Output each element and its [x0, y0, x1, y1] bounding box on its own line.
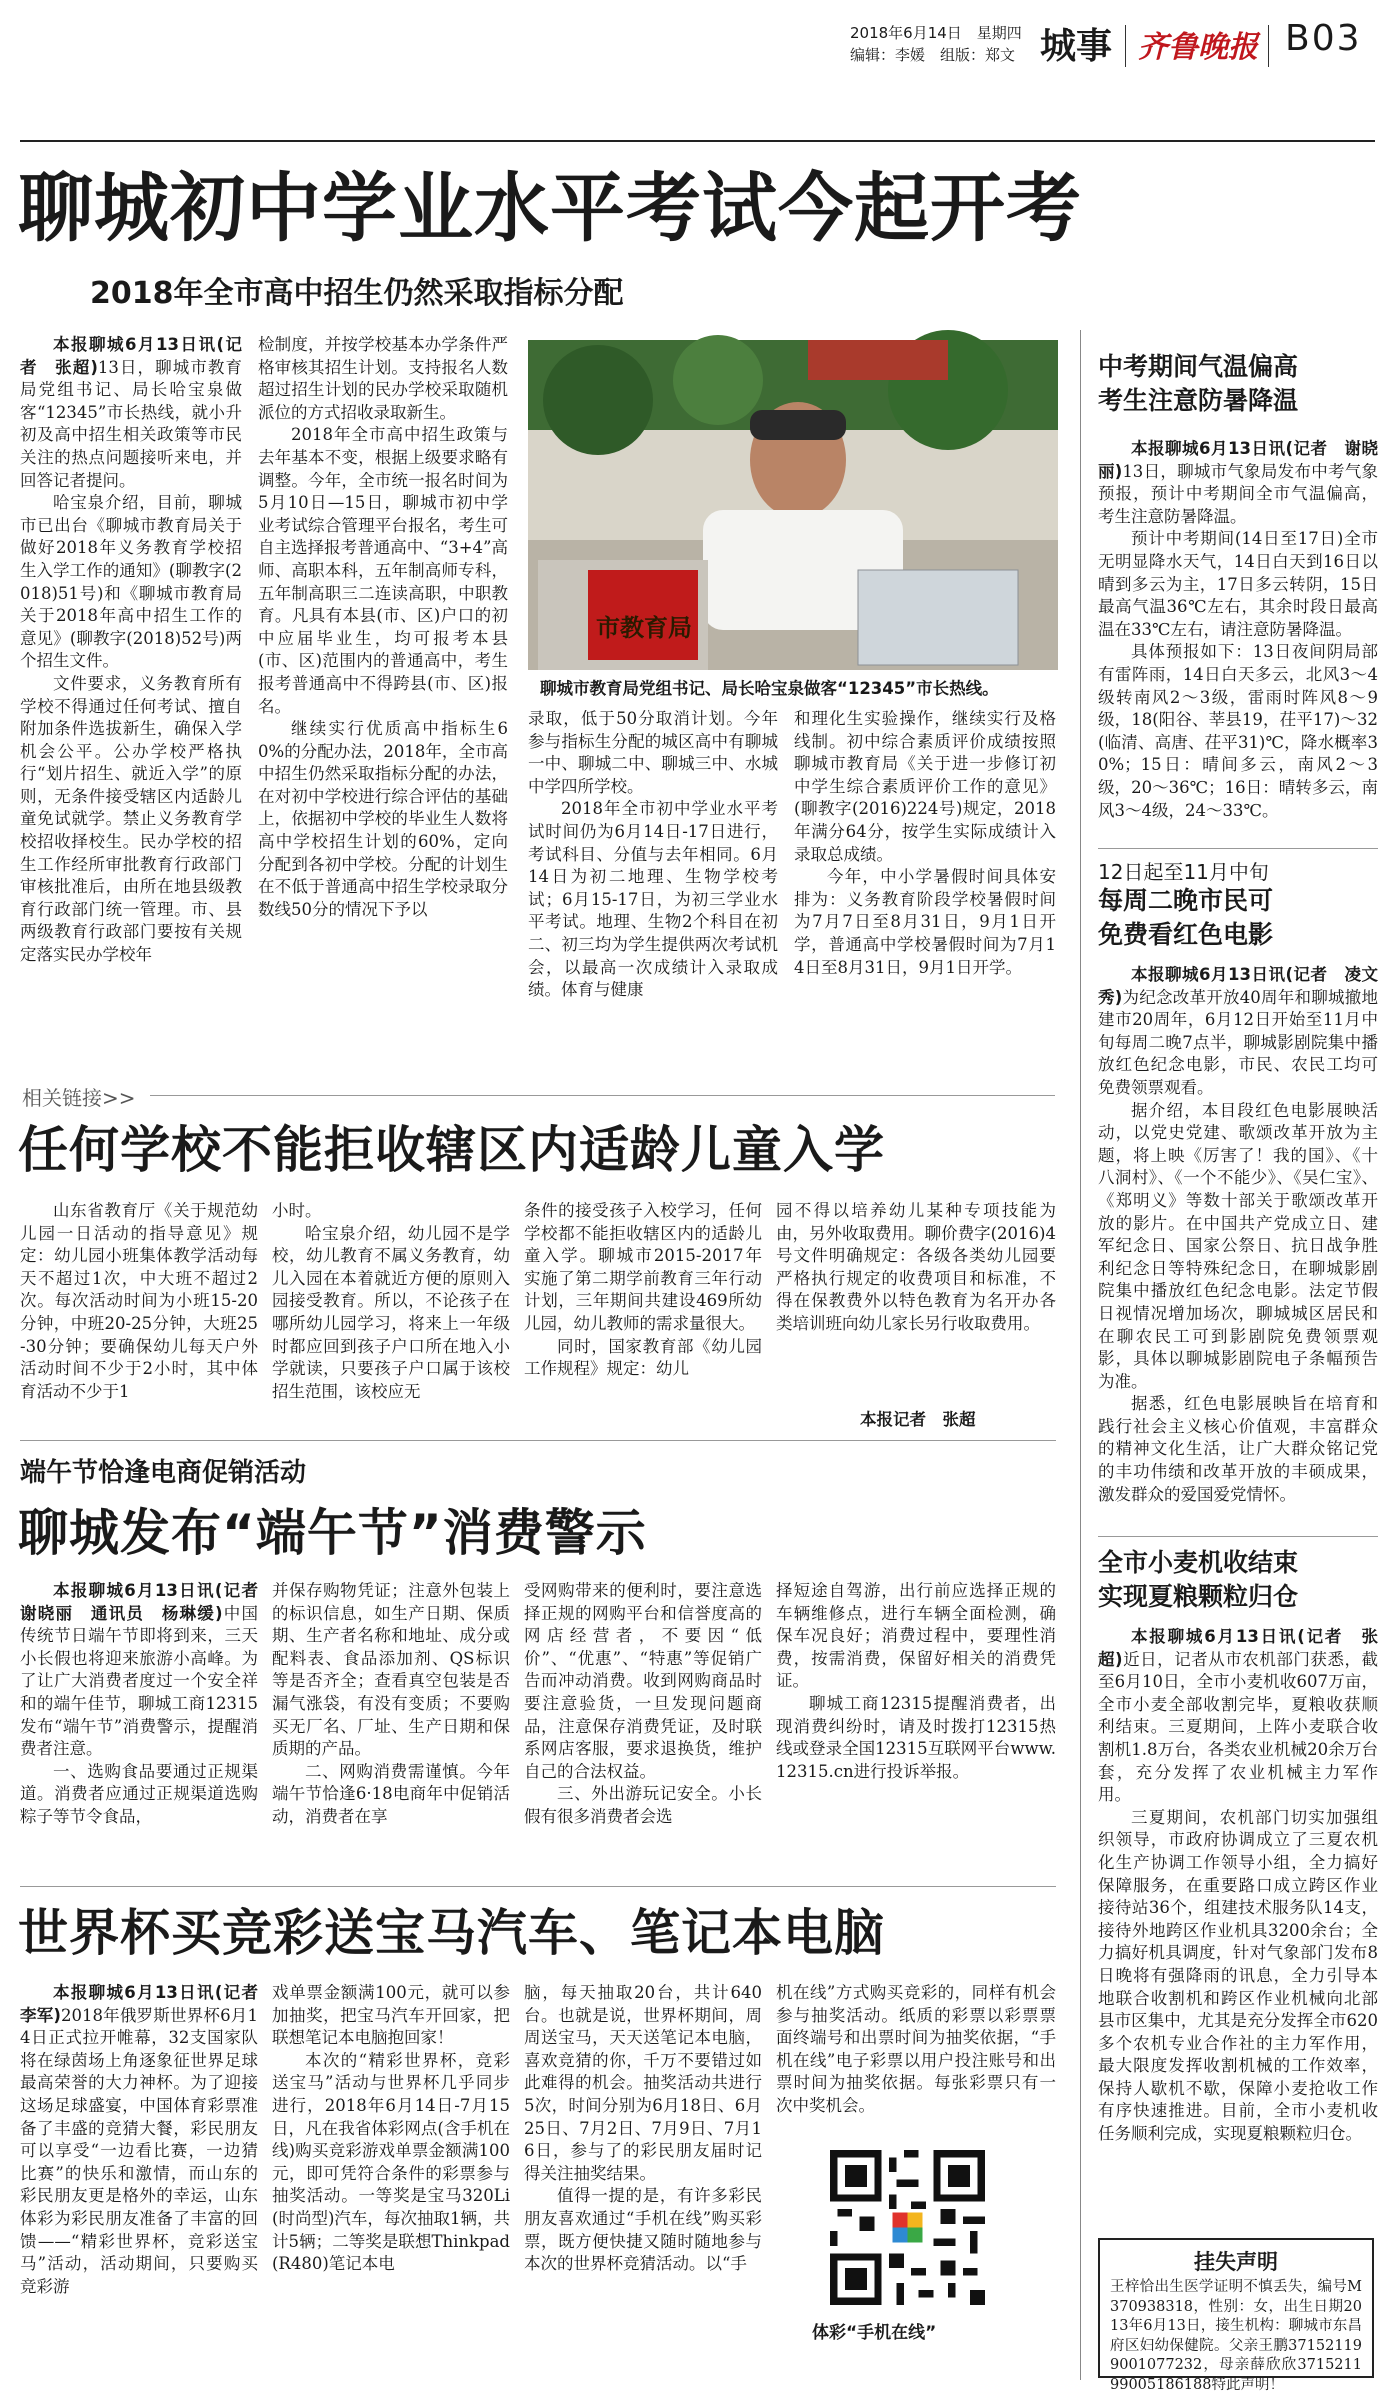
- masthead-editors: 编辑：李媛 组版：郑文: [850, 46, 1016, 64]
- lead-photo: [528, 340, 1058, 670]
- lead-column-1: 本报聊城6月13日讯(记者 张超)13日，聊城市教育局党组书记、局长哈宝泉做客“12345”市长热线，就小升初及高中招生相关政策等市民关注的热点问题接听来电，并回答记者提问。 哈宝泉介绍，目前，聊城市已出台《聊城市教育局关于做好2018年义务教育学校招生入学工作的通知》(聊教字(2018)51号)和《聊城市教育局关于2018年高中招生工作的意见》(聊教字(2018)52号)两个招生文件。 文件要求，义务教育所有学校不得通过任何考试、擅自附加条件选拔新生，确保入学机会公平。公办学校严格执行“划片招生、就近入学”的原则，无条件接受辖区内适龄儿童免试就学。禁止义务教育学校招收择校生。民办学校的招生工作经所审批教育行政部门审核批准后，由所在地县级教育行政部门统一管理。市、县两级教育行政部门要按有关规定落实民办学校年: [20, 335, 242, 965]
- sidebar-movie-headline: 每周二晚市民可 免费看红色电影: [1098, 886, 1274, 949]
- lost-notice-box: [1098, 2238, 1374, 2393]
- qr-code-icon: [830, 2150, 985, 2305]
- dragon-boat-headline: 聊城发布“端午节”消费警示: [18, 1504, 647, 1562]
- qr-caption: 体彩“手机在线”: [812, 2323, 937, 2343]
- sidebar-divider: [1080, 330, 1081, 2380]
- masthead-page-number: B03: [1285, 18, 1362, 59]
- world-cup-headline: 世界杯买竞彩送宝马汽车、笔记本电脑: [18, 1904, 885, 1962]
- lead-byline: 本报聊城6月13日讯(记者 张超): [20, 335, 242, 377]
- masthead-paper-logo: 齐鲁晚报: [1138, 30, 1258, 65]
- masthead: [0, 0, 1395, 80]
- lost-notice-body: 王梓恰出生医学证明不慎丢失，编号M370938318，性别：女，出生日期2013年6月13日，接生机构：聊城市东昌府区妇幼保健院。父亲王鹏371521199001077232，母亲薛欣欣371521199005186188特此声明！: [1110, 2279, 1362, 2393]
- lead-column-3: 录取，低于50分取消计划。今年参与指标生分配的城区高中有聊城一中、聊城二中、聊城三中、水城中学四所学校。 2018年全市初中学业水平考试时间仍为6月14日-17日进行，考试科目、分值与去年相同。6月14日为初二地理、生物学校考试；6月15-17日，为初三学业水平考试。地理、生物2个科目在初二、初三均为学生提供两次考试机会，以最高一次成绩计入录取成绩。体育与健康: [528, 709, 778, 1000]
- masthead-rule: [20, 140, 1375, 142]
- kindergarten-column-2: 小时。 哈宝泉介绍，幼儿园不是学校，幼儿教育不属义务教育，幼儿入园在本着就近方便的原则入园接受教育。所以，不论孩子在哪所幼儿园学习，将来上一年级时都应回到孩子户口所在地入小学就读，只要孩子户口属于该校招生范围，该校应无: [272, 1201, 510, 1401]
- dragon-boat-byline: 本报聊城6月13日讯(记者 谢晓丽 通讯员 杨琳缓): [20, 1581, 275, 1623]
- lost-notice-title: 挂失声明: [1194, 2250, 1278, 2274]
- sidebar-wheat-body: 本报聊城6月13日讯(记者 张超)近日，记者从市农机部门获悉，截至6月10日，全市小麦机收607万亩，全市小麦全部收割完毕，夏粮收获顺利结束。三夏期间，上阵小麦联合收割机1.8万台，各类农业机械20余万台套，充分发挥了农业机械主力军作用。 三夏期间，农机部门切实加强组织领导，市政府协调成立了三夏农机化生产协调工作领导小组，全力搞好保障服务，在重要路口成立跨区作业接待站36个，组建技术服务队14支，接待外地跨区作业机具3200余台；全力搞好机具调度，针对气象部门发布8日晚将有强降雨的讯息，全力引导本地联合收割机和跨区作业机械向北部县市区集中，尤其是充分发挥全市620多个农机专业合作社的主力军作用，最大限度发挥收割机械的工作效率，保持人歇机不歇，保障小麦抢收工作有序快速推进。目前，全市小麦机收任务顺利完成，实现夏粮颗粒归仓。: [1098, 1627, 1379, 2144]
- sidebar-heat-headline: 中考期间气温偏高 考生注意防暑降温: [1098, 352, 1299, 415]
- kindergarten-column-1: 山东省教育厅《关于规范幼儿园一日活动的指导意见》规定：幼儿园小班集体教学活动每天不超过1次，中大班不超过2次。每次活动时间为小班15-20分钟，中班20-25分钟，大班25-30分钟；要确保幼儿每天户外活动时间不少于2小时，其中体育活动不少于1: [20, 1201, 258, 1401]
- dragon-boat-kicker: 端午节恰逢电商促销活动: [20, 1458, 307, 1488]
- world-cup-column-2: 戏单票金额满100元，就可以参加抽奖，把宝马汽车开回家，把联想笔记本电脑抱回家！ 本次的“精彩世界杯，竞彩送宝马”活动与世界杯几乎同步进行，2018年6月14日-7月15日，凡在我省体彩网点(含手机在线)购买竞彩游戏单票金额满100元，即可凭符合条件的彩票参与抽奖活动。一等奖是宝马320Li(时尚型)汽车，每次抽取1辆，共计5辆；二等奖是联想Thinkpad(R480)笔记本电: [272, 1983, 510, 2274]
- related-link-kicker: 相关链接>>: [22, 1086, 136, 1110]
- kindergarten-byline: 本报记者 张超: [860, 1410, 976, 1429]
- kindergarten-column-4: 园不得以培养幼儿某种专项技能为由，另外收取费用。聊价费字(2016)4号文件明确规定：各级各类幼儿园要严格执行规定的收费项目和标准，不得在保教费外以特色教育为名开办各类培训班向幼儿家长另行收取费用。: [776, 1201, 1056, 1333]
- lead-column-4: 和理化生实验操作，继续实行及格线制。初中综合素质评价成绩按照聊城市教育局《关于进一步修订初中学生综合素质评价工作的意见》(聊教字(2016)224号)规定，2018年满分64分，按学生实际成绩计入录取总成绩。 今年，中小学暑假时间具体安排为：义务教育阶段学校暑假时间为7月7日至8月31日，9月1日开学，普通高中学校暑假时间为7月14日至8月31日，9月1日开学。: [794, 709, 1056, 977]
- dragon-boat-column-4: 择短途自驾游，出行前应选择正规的车辆维修点，进行车辆全面检测，确保车况良好；消费过程中，要理性消费，按需消费，保留好相关的消费凭证。 聊城工商12315提醒消费者，出现消费纠纷时，请及时拨打12315热线或登录全国12315互联网平台www.12315.cn进行投诉举报。: [776, 1581, 1056, 1781]
- lead-subheadline: 2018年全市高中招生仍然采取指标分配: [90, 276, 624, 311]
- world-cup-column-4: 机在线”方式购买竞彩的，同样有机会参与抽奖活动。纸质的彩票以彩票票面终端号和出票时间为抽奖依据，“手机在线”电子彩票以用户投注账号和出票时间为抽奖依据。每张彩票只有一次中奖机会。: [776, 1983, 1056, 2115]
- world-cup-byline: 本报聊城6月13日讯(记者 李军): [20, 1983, 275, 2025]
- lead-photo-caption: 聊城市教育局党组书记、局长哈宝泉做客“12345”市长热线。: [540, 679, 999, 698]
- photo-name-badge: 市教育局: [596, 614, 692, 642]
- masthead-section: 城事: [1040, 26, 1113, 67]
- sidebar-heat-body: 本报聊城6月13日讯(记者 谢晓丽)13日，聊城市气象局发布中考气象预报，预计中考期间全市气温偏高，考生注意防暑降温。 预计中考期间(14日至17日)全市无明显降水天气，14日白天到16日以晴到多云为主，17日多云转阴，15日最高气温36℃左右，其余时段日最高温在33℃左右，请注意防暑降温。 具体预报如下：13日夜间阴局部有雷阵雨，14日白天多云，北风3～4级转南风2～3级，雷雨时阵风8～9级，18(阳谷、莘县19，茌平17)～32(临清、高唐、茌平31)℃，降水概率30%；15日：晴间多云，南风2～3级，20～36℃；16日：晴转多云，南风3～4级，24～33℃。: [1098, 439, 1378, 820]
- dragon-boat-column-1: 本报聊城6月13日讯(记者 谢晓丽 通讯员 杨琳缓)中国传统节日端午节即将到来，三天小长假也将迎来旅游小高峰。为了让广大消费者度过一个安全祥和的端午佳节，聊城工商12315发布“端午节”消费警示，提醒消费者注意。 一、选购食品要通过正规渠道。消费者应通过正规渠道选购粽子等节令食品，: [20, 1581, 275, 1826]
- kindergarten-column-3: 条件的接受孩子入校学习，任何学校都不能拒收辖区内的适龄儿童入学。聊城市2015-2017年实施了第二期学前教育三年行动计划，三年期间共建设469所幼儿园，幼儿教师的需求量很大。 同时，国家教育部《幼儿园工作规程》规定：幼儿: [524, 1201, 762, 1379]
- lead-column-2: 检制度，并按学校基本办学条件严格审核其招生计划。支持报名人数超过招生计划的民办学校采取随机派位的方式招收录取新生。 2018年全市高中招生政策与去年基本不变，根据上级要求略有调整。今年，全市统一报名时间为5月10日—15日，聊城市初中学业考试综合管理平台报名，考生可自主选择报考普通高中、“3+4”高师、高职本科，五年制高师专科，五年制高职三二连读高职，中职教育。凡具有本县(市、区)户口的初中应届毕业生，均可报考本县(市、区)范围内的普通高中，考生报考普通高中不得跨县(市、区)报名。 继续实行优质高中指标生60%的分配办法，2018年，全市高中招生仍然采取指标分配的办法，在对初中学校进行综合评估的基础上，依据初中学校的毕业生人数将高中学校招生计划的60%，定向分配到各初中学校。分配的计划生在不低于普通高中招生学校录取分数线50分的情况下予以: [258, 335, 508, 919]
- dragon-boat-column-3: 受网购带来的便利时，要注意选择正规的网购平台和信誉度高的网店经营者，不要因“低价”、“优惠”、“特惠”等促销广告而冲动消费。收到网购商品时要注意验货，一旦发现问题商品，注意保存消费凭证，及时联系网店客服，要求退换货，维护自己的合法权益。 三、外出游玩记安全。小长假有很多消费者会选: [524, 1581, 762, 1826]
- sidebar-wheat-headline: 全市小麦机收结束 实现夏粮颗粒归仓: [1098, 1548, 1299, 1611]
- kindergarten-headline: 任何学校不能拒收辖区内适龄儿童入学: [18, 1121, 885, 1179]
- sidebar-movie-body: 本报聊城6月13日讯(记者 凌文秀)为纪念改革开放40周年和聊城撤地建市20周年，6月12日开始至11月中旬每周二晚7点半，聊城影剧院集中播放红色纪念电影，市民、农民工均可免费领票观看。 据介绍，本目段红色电影展映活动，以党史党建、歌颂改革开放为主题，将上映《厉害了！我的国》、《十八洞村》、《一个不能少》、《吴仁宝》、《郑明义》等数十部关于歌颂改革开放的影片。在中国共产党成立日、建军纪念日、国家公祭日、抗日战争胜利纪念日等特殊纪念日，在聊城影剧院集中播放红色纪念电影。法定节假日视情况增加场次，聊城城区居民和在聊农民工可到影剧院免费领票观影，具体以聊城影剧院电子条幅预告为准。 据悉，红色电影展映旨在培育和践行社会主义核心价值观，丰富群众的精神文化生活，让广大群众铭记党的丰功伟绩和改革开放的丰硕成果，激发群众的爱国爱党情怀。: [1098, 965, 1378, 1504]
- lead-headline: 聊城初中学业水平考试今起开考: [18, 164, 1083, 252]
- lottery-qr-code: [830, 2150, 985, 2305]
- world-cup-column-3: 脑，每天抽取20台，共计640台。也就是说，世界杯期间，周周送宝马，天天送笔记本电脑，喜欢竞猜的你，千万不要错过如此难得的机会。抽奖活动共进行5次，时间分别为6月18日、6月25日、7月2日、7月9日、7月16日，参与了的彩民朋友届时记得关注抽奖结果。 值得一提的是，有许多彩民朋友喜欢通过“手机在线”购买彩票，既方便快捷又随时随地参与本次的世界杯竞猜活动。以“手: [524, 1983, 762, 2274]
- world-cup-column-1: 本报聊城6月13日讯(记者 李军)2018年俄罗斯世界杯6月14日正式拉开帷幕，32支国家队将在绿茵场上角逐象征世界足球最高荣誉的大力神杯。为了迎接这场足球盛宴，中国体育彩票准备了丰盛的竞猜大餐，彩民朋友可以享受“一边看比赛，一边猜比赛”的快乐和激情，而山东的彩民朋友更是格外的幸运，山东体彩为彩民朋友准备了丰富的回馈——“精彩世界杯，竞彩送宝马”活动，活动期间，只要购买竞彩游: [20, 1983, 275, 2296]
- dragon-boat-column-2: 并保存购物凭证；注意外包装上的标识信息，如生产日期、保质期、生产者名称和地址、成分或配料表、食品添加剂、QS标识等是否齐全；查看真空包装是否漏气涨袋，有没有变质；不要购买无厂名、厂址、生产日期和保质期的产品。 二、网购消费需谨慎。今年端午节恰逢6·18电商年中促销活动，消费者在享: [272, 1581, 510, 1826]
- masthead-date: 2018年6月14日 星期四: [850, 24, 1022, 42]
- sidebar-movie-kicker: 12日起至11月中旬: [1098, 860, 1269, 884]
